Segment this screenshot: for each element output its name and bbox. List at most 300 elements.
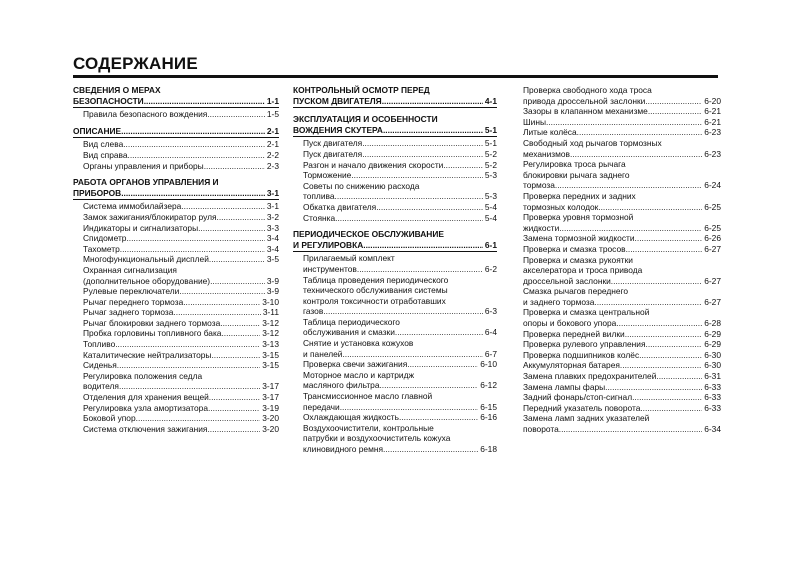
toc-entry[interactable] xyxy=(73,371,279,392)
dot-leader xyxy=(363,240,483,251)
dot-leader xyxy=(204,161,265,172)
toc-entry[interactable] xyxy=(293,338,497,359)
toc-entry[interactable] xyxy=(73,212,279,223)
toc-page-number: 6-27 xyxy=(704,296,721,307)
dot-leader xyxy=(407,359,478,370)
toc-entry[interactable] xyxy=(73,297,279,308)
dot-leader xyxy=(632,392,702,403)
toc-entry-text: патрубки и воздухоочиститель кожуха xyxy=(303,433,451,444)
toc-entry-text: Обкатка двигателя xyxy=(303,201,377,212)
toc-page-number: 2-1 xyxy=(266,125,279,136)
toc-entry-text: Рычаг блокировки заднего тормоза xyxy=(83,317,221,328)
dot-leader xyxy=(209,392,260,403)
toc-page-number: 3-15 xyxy=(262,349,279,360)
toc-page-number: 6-33 xyxy=(704,381,721,392)
toc-entry-text: ЭКСПЛУАТАЦИЯ И ОСОБЕННОСТИ xyxy=(293,114,438,125)
toc-page-number: 6-12 xyxy=(480,380,497,391)
toc-section xyxy=(293,85,497,108)
dot-leader xyxy=(351,170,483,181)
toc-entry-text: Система отключения зажигания xyxy=(83,423,208,434)
toc-page-number: 3-2 xyxy=(266,211,279,222)
dot-leader xyxy=(362,149,483,160)
toc-page-number: 3-11 xyxy=(262,307,279,318)
toc-page-number: 3-17 xyxy=(262,381,279,392)
toc-page-number: 3-17 xyxy=(262,392,279,403)
toc-entry-text: Литые колёса xyxy=(523,127,577,138)
toc-entry[interactable] xyxy=(513,403,721,414)
toc-entry-text: Каталитические нейтрализаторы xyxy=(83,349,212,360)
toc-entry-text: Спидометр xyxy=(83,233,127,244)
dot-leader xyxy=(183,297,260,308)
toc-section-heading[interactable] xyxy=(73,126,279,139)
title-rule xyxy=(73,75,718,78)
toc-page-number: 4-1 xyxy=(484,95,497,106)
toc-page-number: 3-20 xyxy=(262,413,279,424)
dot-leader xyxy=(323,306,483,317)
toc-page-number: 5-1 xyxy=(484,138,497,149)
toc-section-heading[interactable] xyxy=(73,177,279,200)
dot-leader xyxy=(382,96,483,107)
toc-entry[interactable] xyxy=(513,339,721,350)
dot-leader xyxy=(208,403,260,414)
toc-entry[interactable] xyxy=(513,106,721,117)
toc-entry-text: Смазка рычагов переднего xyxy=(523,286,629,297)
toc-entry[interactable] xyxy=(513,244,721,255)
toc-entry-text: Проверка подшипников колёс xyxy=(523,349,640,360)
toc-entry-text: Зазоры в клапанном механизме xyxy=(523,106,648,117)
toc-page-number: 3-4 xyxy=(266,233,279,244)
toc-page-number: 6-30 xyxy=(704,349,721,360)
toc-entry-text: Правила безопасного вождения. xyxy=(83,109,210,120)
dot-leader xyxy=(209,254,265,265)
toc-page-number: 6-20 xyxy=(704,95,721,106)
toc-page-number: 6-23 xyxy=(704,127,721,138)
toc-page-number: 6-33 xyxy=(704,392,721,403)
toc-section-heading[interactable] xyxy=(293,85,497,108)
toc-page-number: 3-9 xyxy=(266,275,279,286)
dot-leader xyxy=(342,349,482,360)
dot-leader xyxy=(616,318,702,329)
toc-entry-text: Органы управления и приборы xyxy=(83,160,204,171)
dot-leader xyxy=(220,318,260,329)
toc-entry[interactable] xyxy=(293,317,497,338)
toc-entry[interactable] xyxy=(293,412,497,423)
toc-entry-text: Воздухоочистители, контрольные xyxy=(303,422,434,433)
dot-leader xyxy=(640,403,702,414)
toc-entry-text: привода дроссельной заслонки xyxy=(523,95,646,106)
toc-entry-text: Проверка и смазка рукоятки xyxy=(523,254,633,265)
toc-page-number: 6-29 xyxy=(704,328,721,339)
toc-page-number: 2-2 xyxy=(266,149,279,160)
toc-section xyxy=(73,126,279,171)
toc-page-number: 6-33 xyxy=(704,402,721,413)
toc-page-number: 6-10 xyxy=(480,359,497,370)
dot-leader xyxy=(123,139,265,150)
toc-page-number: 6-34 xyxy=(704,424,721,434)
toc-entry-text: клиновидного ремня xyxy=(303,444,383,454)
toc-entry-text: Рулевые переключатели xyxy=(83,286,180,297)
toc-entry-text: контроля токсичности отработавших xyxy=(303,295,446,306)
toc-entry-text: Вид справа xyxy=(83,149,128,160)
toc-entry[interactable] xyxy=(73,392,279,403)
dot-leader xyxy=(646,339,703,350)
dot-leader xyxy=(594,297,702,308)
toc-entry[interactable] xyxy=(513,307,721,328)
dot-leader xyxy=(117,360,260,371)
toc-page-number: 6-29 xyxy=(704,339,721,350)
toc-entry-text: жидкости xyxy=(523,222,560,233)
toc-column-3 xyxy=(513,85,721,441)
toc-entry[interactable] xyxy=(513,360,721,371)
toc-entry[interactable] xyxy=(513,371,721,382)
toc-page-number: 3-1 xyxy=(266,201,279,212)
toc-entry[interactable] xyxy=(513,117,721,128)
toc-entry[interactable] xyxy=(73,413,279,424)
dot-leader xyxy=(362,138,483,149)
toc-entry[interactable] xyxy=(293,423,497,455)
toc-entry-text: Отделения для хранения вещей xyxy=(83,392,209,403)
toc-entry[interactable] xyxy=(73,223,279,234)
toc-entry-text: Проверка передней вилки xyxy=(523,328,625,339)
toc-entry[interactable] xyxy=(293,391,497,412)
toc-page-number: 6-21 xyxy=(704,106,721,117)
toc-entry[interactable] xyxy=(293,275,497,317)
toc-page-number: 6-27 xyxy=(704,275,721,286)
toc-page-number: 6-28 xyxy=(704,318,721,329)
toc-page-number: 3-20 xyxy=(262,423,279,434)
toc-page-number: 3-9 xyxy=(266,286,279,297)
toc-entry[interactable] xyxy=(293,253,497,274)
toc-entry-text: Проверка уровня тормозной xyxy=(523,212,634,223)
dot-leader xyxy=(181,201,265,212)
toc-entry-text: Прилагаемый комплект xyxy=(303,253,395,264)
toc-entry[interactable] xyxy=(513,255,721,287)
toc-entry-text: дроссельной заслонки xyxy=(523,275,611,286)
toc-entry-text: тормоза xyxy=(523,180,555,191)
toc-entry[interactable] xyxy=(73,360,279,371)
dot-leader xyxy=(179,286,265,297)
toc-page-number: 3-1 xyxy=(266,187,279,198)
toc-entry-text: Свободный ход рычагов тормозных xyxy=(523,137,662,148)
toc-entry-text: (дополнительное оборудование) xyxy=(83,275,211,286)
toc-entry[interactable] xyxy=(513,159,721,191)
dot-leader xyxy=(379,380,478,391)
toc-page-number: 3-15 xyxy=(262,360,279,371)
toc-page-number: 3-13 xyxy=(262,339,279,350)
toc-page-number: 3-3 xyxy=(266,222,279,233)
toc-entry-text: Пуск двигателя xyxy=(303,148,363,159)
toc-entry-text: Проверка свободного хода троса xyxy=(523,85,652,95)
toc-entry-text: газов xyxy=(303,306,324,317)
toc-entry[interactable] xyxy=(73,403,279,414)
toc-entry-text: Проверка и смазка тросов xyxy=(523,243,626,254)
dot-leader xyxy=(620,360,702,371)
toc-page-number: 5-3 xyxy=(484,170,497,181)
dot-leader xyxy=(605,382,702,393)
dot-leader xyxy=(443,160,483,171)
toc-entry[interactable] xyxy=(513,212,721,233)
toc-entry-text: ОПИСАНИЕ xyxy=(73,125,122,136)
toc-page-number: 6-2 xyxy=(484,263,497,274)
toc-column-2 xyxy=(293,85,497,461)
toc-page-number: 5-4 xyxy=(484,201,497,212)
toc-entry[interactable] xyxy=(293,359,497,370)
toc-entry-text: Индикаторы и сигнализаторы xyxy=(83,222,199,233)
toc-entry-text: Проверка и смазка центральной xyxy=(523,307,650,318)
toc-entry-text: Шины xyxy=(523,116,546,127)
toc-entry-text: Торможение xyxy=(303,170,352,181)
toc-entry-text: РАБОТА ОРГАНОВ УПРАВЛЕНИЯ И xyxy=(73,177,219,188)
toc-entry-text: топлива xyxy=(303,191,335,202)
toc-entry[interactable] xyxy=(513,286,721,307)
toc-entry-text: Топливо xyxy=(83,339,116,350)
dot-leader xyxy=(198,223,265,234)
toc-entry-text: Регулировка положения седла xyxy=(83,370,203,381)
toc-entry-text: ВОЖДЕНИЯ СКУТЕРА xyxy=(293,124,383,135)
toc-section-heading[interactable] xyxy=(73,85,279,108)
dot-leader xyxy=(144,96,265,107)
dot-leader xyxy=(210,276,265,287)
toc-entry[interactable] xyxy=(513,329,721,340)
dot-leader xyxy=(399,412,478,423)
dot-leader xyxy=(648,106,702,117)
toc-entry-text: И РЕГУЛИРОВКА xyxy=(293,239,364,250)
dot-leader xyxy=(224,328,260,339)
toc-page-number: 5-2 xyxy=(484,159,497,170)
page-title: СОДЕРЖАНИЕ xyxy=(73,54,198,73)
toc-entry-text: Таблица проведения периодического xyxy=(303,274,449,285)
dot-leader xyxy=(546,117,702,128)
dot-leader xyxy=(395,327,483,338)
toc-entry-text: технического обслуживания системы xyxy=(303,285,448,296)
toc-entry[interactable] xyxy=(73,254,279,265)
dot-leader xyxy=(126,233,264,244)
toc-entry[interactable] xyxy=(513,413,721,434)
toc-entry-text: Пуск двигателя xyxy=(303,138,363,149)
dot-leader xyxy=(577,127,703,138)
toc-entry-text: Пробка горловины топливного бака. xyxy=(83,328,224,339)
toc-entry[interactable] xyxy=(513,233,721,244)
toc-entry-text: Проверка передних и задних xyxy=(523,190,636,201)
dot-leader xyxy=(645,96,702,107)
toc-entry-text: Замена ламп задних указателей xyxy=(523,413,650,424)
toc-entry-text: акселератора и троса привода xyxy=(523,265,643,276)
dot-leader xyxy=(173,307,260,318)
toc-entry[interactable] xyxy=(293,138,497,149)
toc-page-number: 5-2 xyxy=(484,148,497,159)
toc-entry[interactable] xyxy=(73,286,279,297)
toc-entry-text: Регулировка троса рычага xyxy=(523,159,626,170)
toc-entry[interactable] xyxy=(513,127,721,138)
toc-entry-text: Трансмиссионное масло главной xyxy=(303,391,433,402)
toc-entry[interactable] xyxy=(293,170,497,181)
toc-entry-text: ПРИБОРОВ xyxy=(73,187,122,198)
toc-entry[interactable] xyxy=(293,149,497,160)
toc-entry[interactable] xyxy=(73,328,279,339)
toc-entry-text: Вид слева xyxy=(83,139,124,150)
toc-section-heading[interactable] xyxy=(293,229,497,252)
dot-leader xyxy=(121,126,265,137)
toc-page-number: 5-3 xyxy=(484,191,497,202)
toc-entry[interactable] xyxy=(73,139,279,150)
toc-entry-text: ПУСКОМ ДВИГАТЕЛЯ xyxy=(293,95,382,106)
toc-page-number: 3-12 xyxy=(262,317,279,328)
toc-entry-text: Стоянка xyxy=(303,212,336,223)
toc-entry[interactable] xyxy=(513,191,721,212)
dot-leader xyxy=(656,371,702,382)
toc-entry-text: Замена лампы фары xyxy=(523,381,606,392)
toc-entry-text: Проверка рулевого управления xyxy=(523,339,646,350)
toc-page-number: 1-5 xyxy=(266,109,279,120)
toc-entry-text: масляного фильтра xyxy=(303,380,380,391)
toc-page-number: 6-7 xyxy=(484,348,497,359)
toc-entry[interactable] xyxy=(73,265,279,286)
toc-page-number: 6-25 xyxy=(704,222,721,233)
dot-leader xyxy=(210,109,265,120)
toc-entry-text: СВЕДЕНИЯ О МЕРАХ xyxy=(73,85,161,95)
dot-leader xyxy=(115,339,260,350)
toc-entry[interactable] xyxy=(73,201,279,212)
toc-entry-text: Рычаг заднего тормоза xyxy=(83,307,174,318)
dot-leader xyxy=(376,202,483,213)
toc-page-number: 3-4 xyxy=(266,243,279,254)
toc-page-number: 6-18 xyxy=(480,444,497,454)
toc-entry-text: Моторное масло и картридж xyxy=(303,369,415,380)
toc-page-number: 3-10 xyxy=(262,296,279,307)
dot-leader xyxy=(335,191,483,202)
toc-entry[interactable] xyxy=(73,233,279,244)
toc-entry[interactable] xyxy=(513,350,721,361)
toc-entry-text: и заднего тормоза xyxy=(523,296,595,307)
toc-entry-text: Разгон и начало движения скорости xyxy=(303,159,444,170)
toc-entry[interactable] xyxy=(73,350,279,361)
toc-page-number: 6-4 xyxy=(484,327,497,338)
toc-entry-text: БЕЗОПАСНОСТИ xyxy=(73,95,144,106)
toc-entry-text: передачи xyxy=(303,401,340,412)
toc-entry-text: Боковой упор xyxy=(83,413,136,424)
toc-entry[interactable] xyxy=(73,424,279,435)
toc-page-number: 6-3 xyxy=(484,306,497,317)
toc-page-number: 2-3 xyxy=(266,160,279,171)
toc-entry-text: блокировки рычага заднего xyxy=(523,169,630,180)
toc-section xyxy=(73,85,279,120)
toc-page-number: 6-27 xyxy=(704,243,721,254)
dot-leader xyxy=(357,264,483,275)
toc-page-number: 2-1 xyxy=(266,139,279,150)
toc-entry-text: Многофункциональный дисплей xyxy=(83,254,209,265)
toc-entry[interactable] xyxy=(513,138,721,159)
toc-page-number: 6-25 xyxy=(704,201,721,212)
toc-entry-text: водителя xyxy=(83,381,119,392)
toc-page-number: 5-1 xyxy=(484,124,497,135)
toc-entry-text: Передний указатель поворота xyxy=(523,402,641,413)
dot-leader xyxy=(635,233,703,244)
toc-entry-text: опоры и бокового упора xyxy=(523,318,617,329)
dot-leader xyxy=(383,444,478,455)
toc-entry-text: Замена тормозной жидкости xyxy=(523,233,635,244)
toc-entry[interactable] xyxy=(73,307,279,318)
toc-section xyxy=(73,177,279,434)
dot-leader xyxy=(340,402,479,413)
toc-entry-text: КОНТРОЛЬНЫЙ ОСМОТР ПЕРЕД xyxy=(293,85,430,95)
toc-entry-text: Таблица периодического xyxy=(303,316,400,327)
toc-page-number: 6-21 xyxy=(704,116,721,127)
toc-entry[interactable] xyxy=(73,244,279,255)
toc-entry[interactable] xyxy=(513,85,721,106)
dot-leader xyxy=(119,381,260,392)
toc-entry[interactable] xyxy=(73,318,279,329)
toc-entry[interactable] xyxy=(73,109,279,120)
toc-entry-text: тормозных колодок xyxy=(523,201,599,212)
dot-leader xyxy=(383,125,483,136)
toc-entry[interactable] xyxy=(293,213,497,224)
toc-entry[interactable] xyxy=(293,370,497,391)
toc-entry-text: и панелей xyxy=(303,348,343,359)
dot-leader xyxy=(598,202,702,213)
toc-entry-text: Рычаг переднего тормоза xyxy=(83,296,184,307)
toc-entry[interactable] xyxy=(73,161,279,172)
dot-leader xyxy=(120,244,265,255)
toc-page-number: 6-15 xyxy=(480,401,497,412)
toc-entry-text: Задний фонарь/стоп-сигнал xyxy=(523,392,633,403)
toc-entry[interactable] xyxy=(293,160,497,171)
toc-entry-text: Проверка свечи зажигания xyxy=(303,359,408,370)
dot-leader xyxy=(626,244,703,255)
toc-entry-text: Замок зажигания/блокиратор руля xyxy=(83,211,217,222)
toc-page-number: 3-12 xyxy=(262,328,279,339)
toc-entry[interactable] xyxy=(293,202,497,213)
toc-section xyxy=(293,114,497,223)
toc-page-number: 3-5 xyxy=(266,254,279,265)
dot-leader xyxy=(559,424,702,435)
toc-entry-text: Аккумуляторная батарея xyxy=(523,360,620,371)
toc-entry-text: инструментов xyxy=(303,263,357,274)
toc-entry[interactable] xyxy=(73,339,279,350)
toc-entry-text: обслуживания и смазки xyxy=(303,327,395,338)
toc-page-number: 6-24 xyxy=(704,180,721,191)
toc-entry-text: Сиденья xyxy=(83,360,117,371)
toc-page-number: 3-19 xyxy=(262,402,279,413)
toc-page-number: 5-4 xyxy=(484,212,497,223)
dot-leader xyxy=(639,350,702,361)
toc-entry-text: Снятие и установка кожухов xyxy=(303,338,414,349)
dot-leader xyxy=(555,180,702,191)
toc-page-number: 6-16 xyxy=(480,412,497,423)
toc-page-number: 6-26 xyxy=(704,233,721,244)
toc-entry[interactable] xyxy=(73,150,279,161)
toc-entry-text: Охлаждающая жидкость xyxy=(303,412,399,423)
toc-entry[interactable] xyxy=(513,392,721,403)
toc-section-heading[interactable] xyxy=(293,114,497,137)
dot-leader xyxy=(335,213,483,224)
toc-entry-text: Замена плавких предохранителей xyxy=(523,371,657,382)
toc-entry-text: ПЕРИОДИЧЕСКОЕ ОБСЛУЖИВАНИЕ xyxy=(293,229,444,240)
toc-column-1 xyxy=(73,85,279,440)
dot-leader xyxy=(211,350,260,361)
toc-entry[interactable] xyxy=(513,382,721,393)
toc-entry[interactable] xyxy=(293,181,497,202)
dot-leader xyxy=(128,150,265,161)
toc-page-number: 6-30 xyxy=(704,360,721,371)
toc-entry-text: Охранная сигнализация xyxy=(83,264,177,275)
toc-section xyxy=(293,229,497,454)
dot-leader xyxy=(121,188,265,199)
toc-entry-text: Советы по снижению расхода xyxy=(303,180,420,191)
dot-leader xyxy=(625,329,703,340)
toc-page-number: 6-31 xyxy=(704,371,721,382)
dot-leader xyxy=(570,149,702,160)
dot-leader xyxy=(136,413,261,424)
